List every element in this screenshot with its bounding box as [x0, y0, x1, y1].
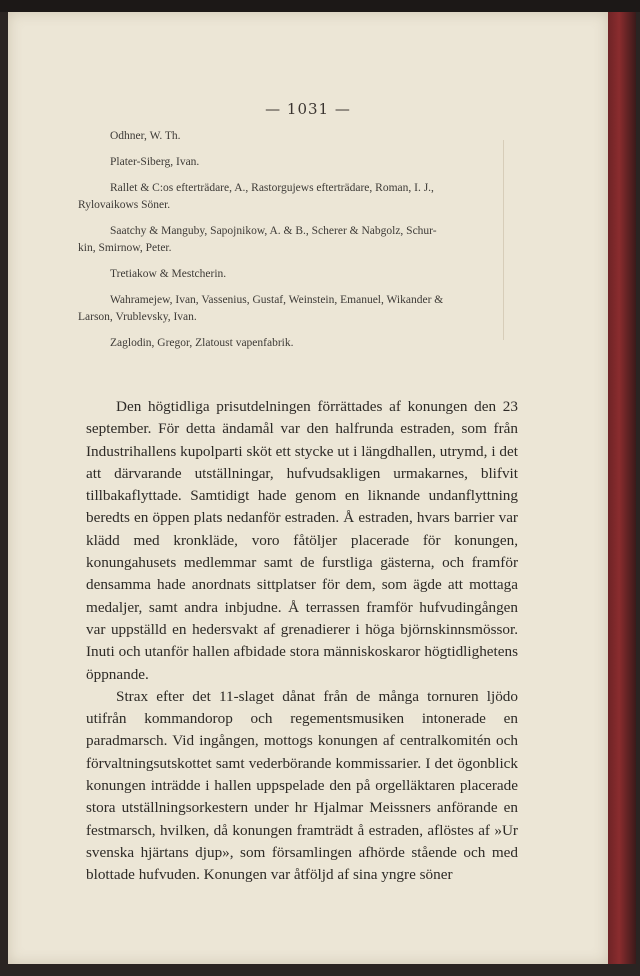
list-item: [78, 223, 510, 257]
list-item-line: Odhner, W. Th.: [110, 130, 181, 142]
list-item-line: Plater-Siberg, Ivan.: [110, 156, 200, 168]
paragraph: Strax efter det 11-slaget dånat från de många tornuren ljödo utifrån kommandorop och regementsmusiken intonerade en paradmarsch. Vid ingången, mottogs konungen af centralkomitén och förvaltningsutskottet samt vederbörande kommissarier. I det ögonblick konungen inträdde i hallen uppspelade den på orgelläktaren placerade stora utställningsorkestern under hr Hjalmar Meissners anförande en festmarsch, hvilken, då konungen framträdt å estraden, aflöstes af »Ur svenska hjärtans djup», som församlingen afhörde stående och med blottade hufvuden. Konungen var åtföljd af sina yngre söner: [86, 687, 518, 884]
list-item-continuation: Larson, Vrublevsky, Ivan.: [78, 311, 197, 323]
list-item-line: Saatchy & Manguby, Sapojnikow, A. & B., Scherer & Nabgolz, Schur-: [110, 225, 437, 237]
list-item: [110, 128, 510, 145]
list-item: [78, 292, 510, 326]
list-item: [110, 266, 510, 283]
body-text: [86, 396, 518, 887]
list-item-line: Tretiakow & Mestcherin.: [110, 268, 227, 280]
list-item: [78, 180, 510, 214]
list-item: [110, 335, 510, 352]
list-item: [110, 154, 510, 171]
book-page: [8, 12, 608, 964]
list-item-line: Rallet & C:os efterträdare, A., Rastorgujews efterträdare, Roman, I. J.,: [110, 182, 434, 194]
paragraph: Den högtidliga prisutdelningen förrättades af konungen den 23 september. För detta ändamål var den halfrunda estraden, som från Industrihallens kupolparti sköt ett stycke ut i längdhallen, utrymd, i det att därvarande utställningar, hufvudsakligen urmakarnes, blifvit tillbakaflyttade. Samtidigt hade genom en liknande undanflyttning beredts en öppen plats nedanför estraden. Å estraden, hvars barrier var klädd med kronkläde, voro fåtöljer placerade för konungen, konungahusets medlemmar samt de furstliga gästerna, och framför densamma hade anordnats sittplatser för dem, som ägde att mottaga medaljer, samt andra inbjudne. Å terrassen framför hufvudingången var uppställd en hedersvakt af grenadierer i höga björnskinnsmössor. Inuti och utanför hallen afbidade stora människoskaror högtidlighetens öppnande.: [86, 398, 518, 683]
list-item-continuation: kin, Smirnow, Peter.: [78, 242, 172, 254]
list-item-line: Zaglodin, Gregor, Zlatoust vapenfabrik.: [110, 337, 294, 349]
list-item-line: Wahramejew, Ivan, Vassenius, Gustaf, Weinstein, Emanuel, Wikander &: [110, 294, 444, 306]
scan-top-edge: [0, 0, 640, 12]
page-number: — 1031 —: [265, 100, 351, 118]
book-cover-edge: [608, 12, 636, 964]
list-item-continuation: Rylovaikows Söner.: [78, 199, 171, 211]
exhibitor-list: [78, 128, 510, 361]
